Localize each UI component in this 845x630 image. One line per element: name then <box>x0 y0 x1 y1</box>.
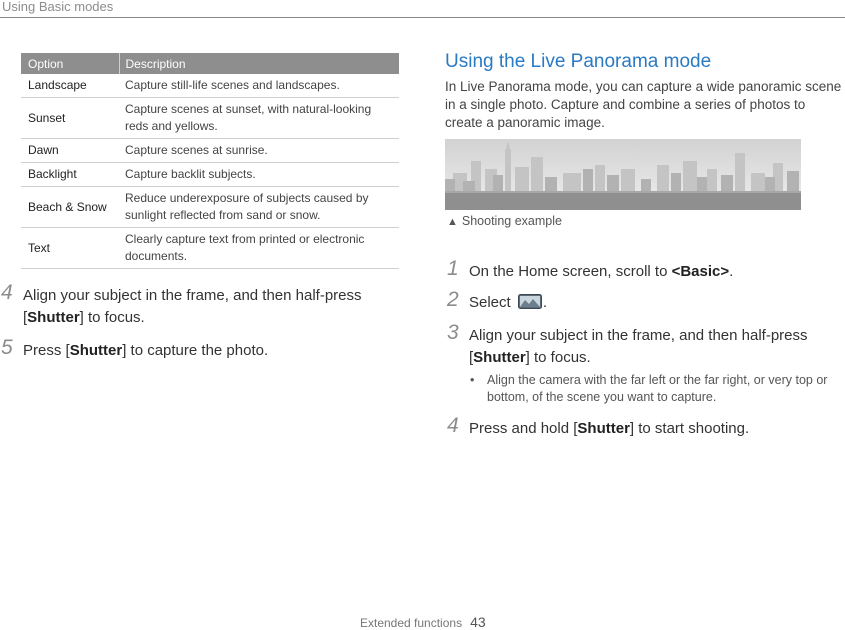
caption-text: Shooting example <box>461 214 562 228</box>
step-text-end: . <box>729 263 734 280</box>
step-text-end: . <box>542 294 548 311</box>
section-title: Using the Live Panorama mode <box>445 51 712 72</box>
page-number: 43 <box>470 614 486 630</box>
step-text: Press [ <box>23 342 70 359</box>
step-number: 3 <box>447 321 459 344</box>
table-row <box>21 139 399 163</box>
step-3-right <box>447 321 841 369</box>
option-name: Sunset <box>21 98 119 139</box>
option-name: Landscape <box>21 74 119 98</box>
step-2-right <box>447 288 839 314</box>
step-number: 5 <box>1 336 13 359</box>
section-name: Using Basic modes <box>2 0 114 14</box>
shutter-key-label: Shutter <box>69 342 123 359</box>
step-4-right <box>447 414 839 440</box>
mode-options-table <box>21 53 399 269</box>
step-3-bullet-note <box>470 372 842 406</box>
basic-menu-label: <Basic> <box>671 263 730 280</box>
section-intro: In Live Panorama mode, you can capture a wide panoramic scene in a single photo. Capture and combine a series of photos to create a panoramic image. <box>445 79 842 130</box>
step-text: Align your subject in the frame, and then half-press [ <box>469 327 808 366</box>
table-row <box>21 98 399 139</box>
option-description: Capture scenes at sunset, with natural-looking reds and yellows. <box>119 98 399 139</box>
step-1-right <box>447 257 839 283</box>
option-name: Beach & Snow <box>21 187 119 228</box>
step-number: 4 <box>447 414 459 437</box>
step-text-end: ] to capture the photo. <box>122 342 269 359</box>
page-footer <box>360 614 486 630</box>
step-text: Press and hold [ <box>469 420 578 437</box>
shutter-key-label: Shutter <box>473 349 526 366</box>
option-name: Text <box>21 228 119 269</box>
table-row <box>21 228 399 269</box>
table-header-row <box>21 53 399 74</box>
table-row <box>21 187 399 228</box>
option-description: Reduce underexposure of subjects caused by sunlight reflected from sand or snow. <box>119 187 399 228</box>
running-header <box>0 0 845 18</box>
step-text: Align your subject in the frame, and then half-press [ <box>23 287 362 326</box>
step-text: Select <box>469 294 515 311</box>
option-description: Capture still-life scenes and landscapes. <box>119 74 399 98</box>
step-number: 1 <box>447 257 459 280</box>
step-4-left <box>1 281 383 329</box>
column-header-description: Description <box>119 53 399 74</box>
shutter-key-label: Shutter <box>27 309 80 326</box>
option-description: Clearly capture text from printed or electronic documents. <box>119 228 399 269</box>
step-text: On the Home screen, scroll to <box>469 263 672 280</box>
panorama-example-image <box>445 139 801 210</box>
option-name: Dawn <box>21 139 119 163</box>
table-row <box>21 163 399 187</box>
bullet-icon: • <box>470 373 475 387</box>
option-name: Backlight <box>21 163 119 187</box>
step-text-end: ] to start shooting. <box>629 420 750 437</box>
step-number: 2 <box>447 288 459 311</box>
triangle-marker-icon: ▲ <box>447 216 458 228</box>
step-5-left <box>1 336 383 362</box>
live-panorama-mode-icon <box>518 294 542 309</box>
step-text-end: ] to focus. <box>525 349 591 366</box>
step-text-end: ] to focus. <box>79 309 145 326</box>
image-caption <box>447 214 562 228</box>
step-number: 4 <box>1 281 13 304</box>
shutter-key-label: Shutter <box>577 420 630 437</box>
bullet-text: Align the camera with the far left or the far right, or very top or bottom, of the scene you want to capture. <box>487 373 828 404</box>
option-description: Capture scenes at sunrise. <box>119 139 399 163</box>
option-description: Capture backlit subjects. <box>119 163 399 187</box>
chapter-name: Extended functions <box>360 616 463 630</box>
column-header-option: Option <box>21 53 119 74</box>
table-row <box>21 74 399 98</box>
